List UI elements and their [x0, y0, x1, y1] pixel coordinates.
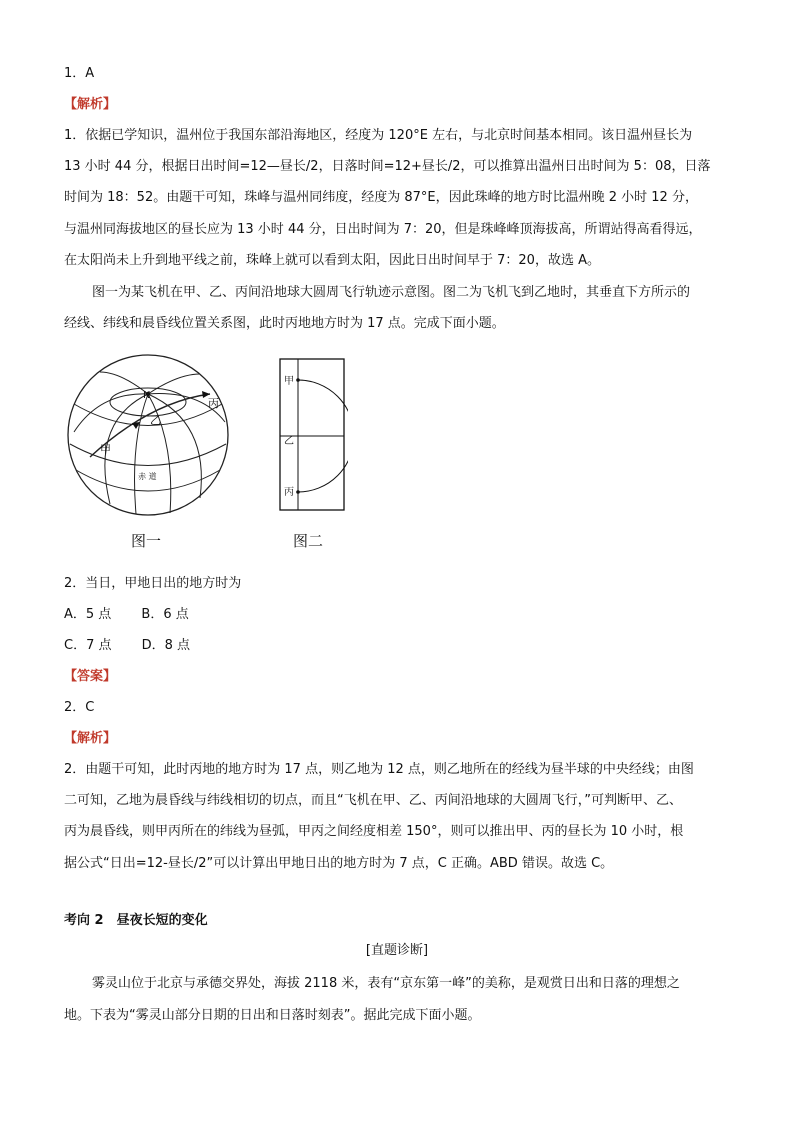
q2-answer: 2．C: [64, 700, 95, 715]
section-heading: 考向 2 昼夜长短的变化: [64, 913, 208, 928]
label-yi: 乙: [150, 414, 161, 427]
label-equator: 赤 道: [138, 472, 157, 481]
analysis-tag: 【解析】: [64, 731, 117, 746]
figure-two-diagram: [278, 358, 348, 512]
figure-one-caption: 图一: [131, 532, 162, 550]
q2-analysis-line: 据公式“日出=12-昼长/2”可以计算出甲地日出的地方时为 7 点，C 正确。ABD 错误。故选 C。: [64, 856, 614, 871]
q1-answer: 1．A: [64, 66, 95, 81]
q2-analysis-line: 2．由题干可知，此时丙地的地方时为 17 点，则乙地为 12 点，则乙地所在的经线为昼半球的中央经线；由图: [64, 762, 694, 777]
section-subheading: [直题诊断]: [365, 943, 429, 958]
longitude-line: [148, 394, 171, 513]
q2-stem: 2．当日，甲地日出的地方时为: [64, 576, 242, 591]
q2-analysis-line: 丙为晨昏线，则甲丙所在的纬线为昼弧，甲丙之间经度相差 150°，则可以推出甲、丙的昼长为 10 小时，根: [64, 824, 684, 839]
point-jia: [296, 378, 300, 382]
q2-analysis-line: 二可知，乙地为晨昏线与纬线相切的切点，而且“飞机在甲、乙、丙间沿地球的大圆周飞行，”可判断甲、乙、: [64, 793, 682, 808]
intro-line: 图一为某飞机在甲、乙、丙间沿地球大圆周飞行轨迹示意图。图二为飞机飞到乙地时，其垂直下方所示的: [92, 285, 691, 300]
longitude-line: [135, 394, 149, 514]
q2-options-row: A．5 点 B．6 点: [64, 607, 189, 622]
q1-analysis-line: 在太阳尚未上升到地平线之前，珠峰上就可以看到太阳，因此日出时间早于 7：20，故选 A。: [64, 253, 600, 268]
section-text-line: 地。下表为“雾灵山部分日期的日出和日落时刻表”。据此完成下面小题。: [64, 1008, 481, 1023]
answer-tag: 【答案】: [64, 669, 117, 684]
label-n: N: [143, 390, 151, 401]
section-text-line: 雾灵山位于北京与承德交界处，海拔 2118 米，表有“京东第一峰”的美称，是观赏日出和日落的理想之: [92, 976, 680, 991]
figure-two-caption: 图二: [293, 532, 324, 550]
analysis-tag: 【解析】: [64, 97, 117, 112]
point-bing: [296, 490, 300, 494]
label-jia: 甲: [284, 376, 294, 387]
label-bing: 丙: [284, 487, 294, 498]
q1-analysis-line: 时间为 18：52。由题干可知，珠峰与温州同纬度，经度为 87°E，因此珠峰的地方时比温州晚 2 小时 12 分，: [64, 190, 698, 205]
intro-line: 经线、纬线和晨昏线位置关系图，此时丙地地方时为 17 点。完成下面小题。: [64, 316, 505, 331]
q2-options-row: C．7 点 D．8 点: [64, 638, 191, 653]
label-bing: 丙: [208, 397, 219, 410]
longitude-line: [105, 394, 148, 504]
label-jia: 甲: [100, 443, 111, 456]
q1-analysis-line: 13 小时 44 分，根据日出时间=12—昼长/2，日落时间=12+昼长/2，可以推算出温州日出时间为 5：08，日落: [64, 159, 711, 174]
q1-analysis-line: 与温州同海拔地区的昼长应为 13 小时 44 分，日出时间为 7：20，但是珠峰峰顶海拔高，所谓站得高看得远，: [64, 222, 702, 237]
q1-analysis-line: 1．依据已学知识，温州位于我国东部沿海地区，经度为 120°E 左右，与北京时间基本相同。该日温州昼长为: [64, 128, 693, 143]
label-yi: 乙: [284, 436, 294, 447]
longitude-line: [148, 374, 200, 394]
figure-one-globe: [60, 352, 240, 522]
